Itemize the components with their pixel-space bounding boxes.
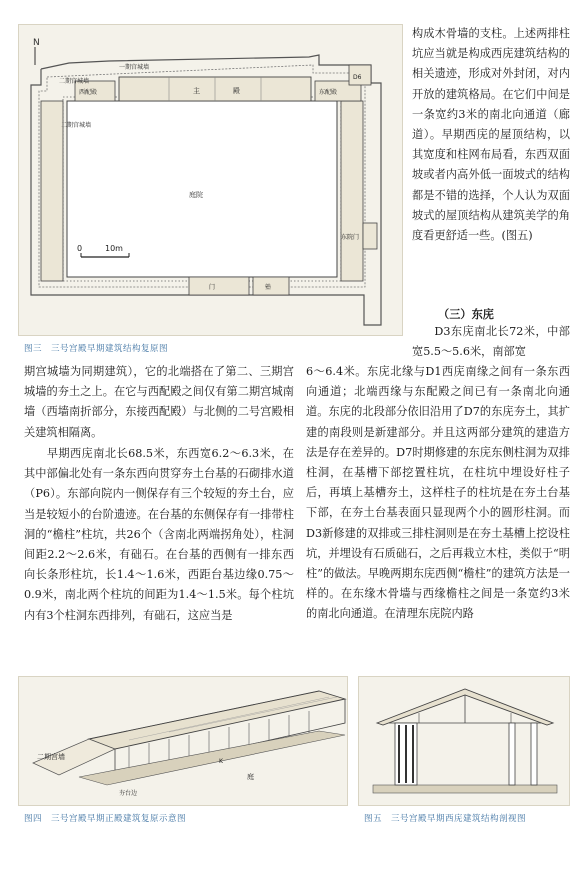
figure-5-drawing	[359, 677, 570, 806]
label-hall: 殿	[233, 87, 240, 95]
label-d6: D6	[353, 74, 362, 81]
right-top-paragraph	[412, 24, 570, 246]
label-main: 主	[193, 87, 200, 95]
figure-4-caption: 图四 三号宫殿早期正殿建筑复原示意图	[24, 814, 187, 824]
label-west-wall: 二期宫城墙	[59, 78, 90, 85]
right-paragraph-2	[306, 362, 570, 625]
left-paragraph-1	[24, 362, 294, 443]
label-east-gate: 东院门	[341, 234, 360, 241]
right-d3-intro-text: D3东庑南北长72米，中部宽5.5～5.6米，南部宽	[412, 325, 570, 359]
left-paragraph-1-text: 期宫城墙为同期建筑），它的北端搭在了第二、三期宫城墙的夯土之上。在它与西配殿之间仅有第二期宫城南墙（西墙南折部分，东接西配殿）与北侧的二号宫殿相关建筑相隔离。	[24, 365, 294, 439]
label-phase1-wall: 一期宫城墙	[119, 64, 150, 71]
right-d3-intro-paragraph	[412, 322, 570, 362]
figure-3-drawing	[19, 25, 403, 336]
figure-3-plan	[18, 24, 403, 336]
label-phase2-wall: 二期宫城墙	[61, 122, 92, 129]
figure-3-caption: 图三 三号宫殿早期建筑结构复原图	[24, 344, 169, 354]
label-gate: 门	[209, 284, 216, 291]
north-label: N	[33, 38, 40, 48]
figure-4-drawing	[19, 677, 348, 806]
section-heading-east-corridor: （三）东庑	[438, 307, 494, 321]
right-top-text: 构成木骨墙的支柱。上述两排柱坑应当就是构成西庑建筑结构的相关遗迹，形成对外封闭，对内开放的建筑格局。在它们中间是一条宽约3米的南北向通道（廊道）。早期西庑的屋顶结构，以其宽度和柱网布局看，东西双面坡或者内高外低一面坡式的结构都是不错的选择，个人认为双面坡式的屋顶结构从建筑美学的角度看更舒适一些。(图五)	[412, 27, 570, 243]
scale-zero: 0	[77, 244, 83, 253]
scale-length: 10m	[105, 244, 123, 253]
fig4-label-k: K	[219, 758, 223, 765]
fig4-label-court: 庭	[247, 773, 254, 781]
figure-5-section	[358, 676, 570, 806]
label-gatehouse: 塾	[265, 284, 272, 291]
figure-5-caption: 图五 三号宫殿早期西庑建筑结构剖视图	[364, 814, 527, 824]
label-east-side-hall: 东配殿	[319, 89, 338, 96]
right-paragraph-2-text: 6～6.4米。东庑北缘与D1西庑南缘之间有一条东西向通道；北端西缘与东配殿之间已有一条南北向通道。东庑的北段部分依旧沿用了D7的东庑夯土，其扩建的南段则是新建部分。并且这两部分建筑的建造方法是存在差异的。D7时期修建的东庑东侧柱洞为双排柱洞，在基槽下部挖置柱坑，在柱坑中埋设好柱子后，再填上基槽夯土，这样柱子的柱坑是在夯土台基下部，在夯土台基表面只显现两个小的圆形柱洞。而D3新修建的双排或三排柱洞则是在夯土基槽上挖设柱坑，并埋设有石质础石，之后再栽立木柱，类似于“明柱”的做法。早晚两期东庑西侧“檐柱”的建筑方法是一样的。在东缘木骨墙与西缘檐柱之间是一条宽约3米的南北向通道。在清理东庑院内路	[306, 365, 570, 621]
left-paragraph-2-text: 早期西庑南北长68.5米，东西宽6.2～6.3米，在其中部偏北处有一条东西向贯穿夯土台基的石砌排水道（P6）。东部向院内一侧保存有三个较短的夯土台，应当是较短小的台阶遗迹。在台基的东侧保存有一排带柱洞的“檐柱”柱坑，共26个（含南北两端拐角处），柱洞间距2.2～2.6米，有础石。在台基的西侧有一排东西向长条形柱坑，长1.4～1.6米，西距台基边缘0.75～0.9米，南北两个柱坑的间距为1.4～1.5米。每个柱坑内有3个柱洞东西排列，有础石，这应当是	[24, 447, 294, 622]
label-west-side-hall: 西配殿	[79, 89, 98, 96]
figure-4-perspective	[18, 676, 348, 806]
fig4-label-edge: 夯台边	[119, 790, 138, 797]
left-paragraph-2	[24, 444, 294, 626]
label-courtyard: 庭院	[189, 191, 203, 199]
fig4-label-wall: 二期宫墙	[37, 753, 65, 761]
